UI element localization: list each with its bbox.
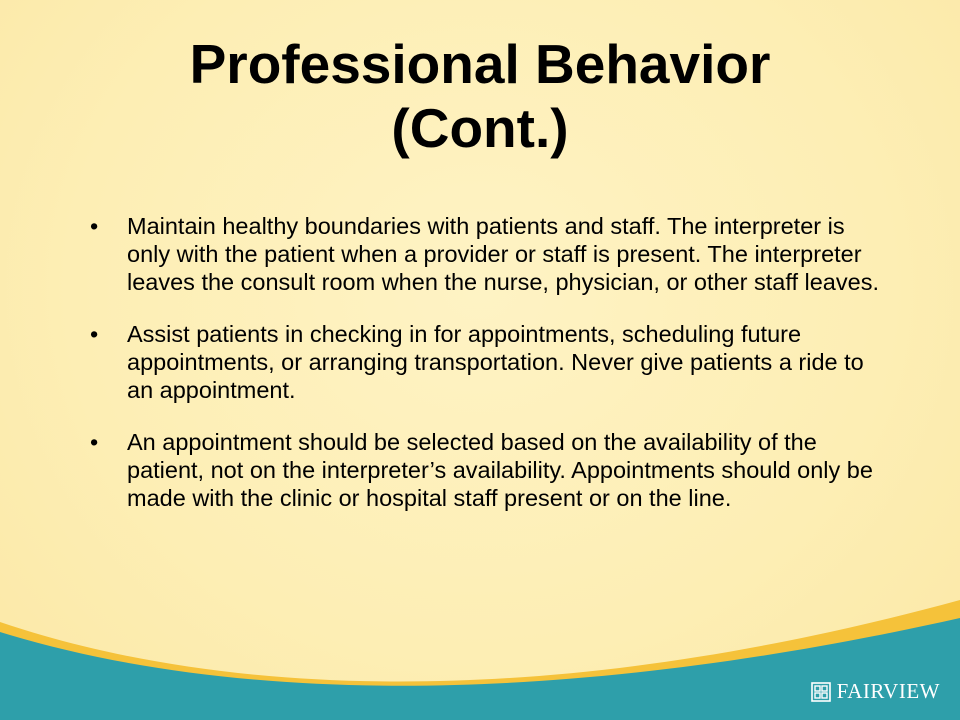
list-item: [86, 212, 886, 296]
bullet-list: [86, 212, 886, 536]
bullet-text: Maintain healthy boundaries with patients and staff. The interpreter is only with the patient when a provider or staff is present. The interpreter leaves the consult room when the nurse, physician, or other staff leaves.: [127, 213, 879, 295]
title-line-2: (Cont.): [391, 97, 569, 159]
bullet-icon: •: [90, 321, 99, 347]
title-line-1: Professional Behavior: [189, 33, 771, 95]
bullet-text: Assist patients in checking in for appointments, scheduling future appointments, or arranging transportation. Never give patients a ride to an appointment.: [127, 321, 864, 403]
slide-title: [0, 32, 960, 160]
fairview-logo-icon: [811, 682, 831, 702]
list-item: [86, 320, 886, 404]
logo-text: FAIRVIEW: [836, 679, 940, 703]
fairview-logo: [811, 679, 940, 704]
list-item: [86, 428, 886, 512]
bullet-icon: •: [90, 213, 99, 239]
bullet-text: An appointment should be selected based on the availability of the patient, not on the interpreter’s availability. Appointments should only be made with the clinic or hospital staff present or on the line.: [127, 429, 873, 511]
teal-wave-band: [0, 618, 960, 720]
bullet-icon: •: [90, 429, 99, 455]
